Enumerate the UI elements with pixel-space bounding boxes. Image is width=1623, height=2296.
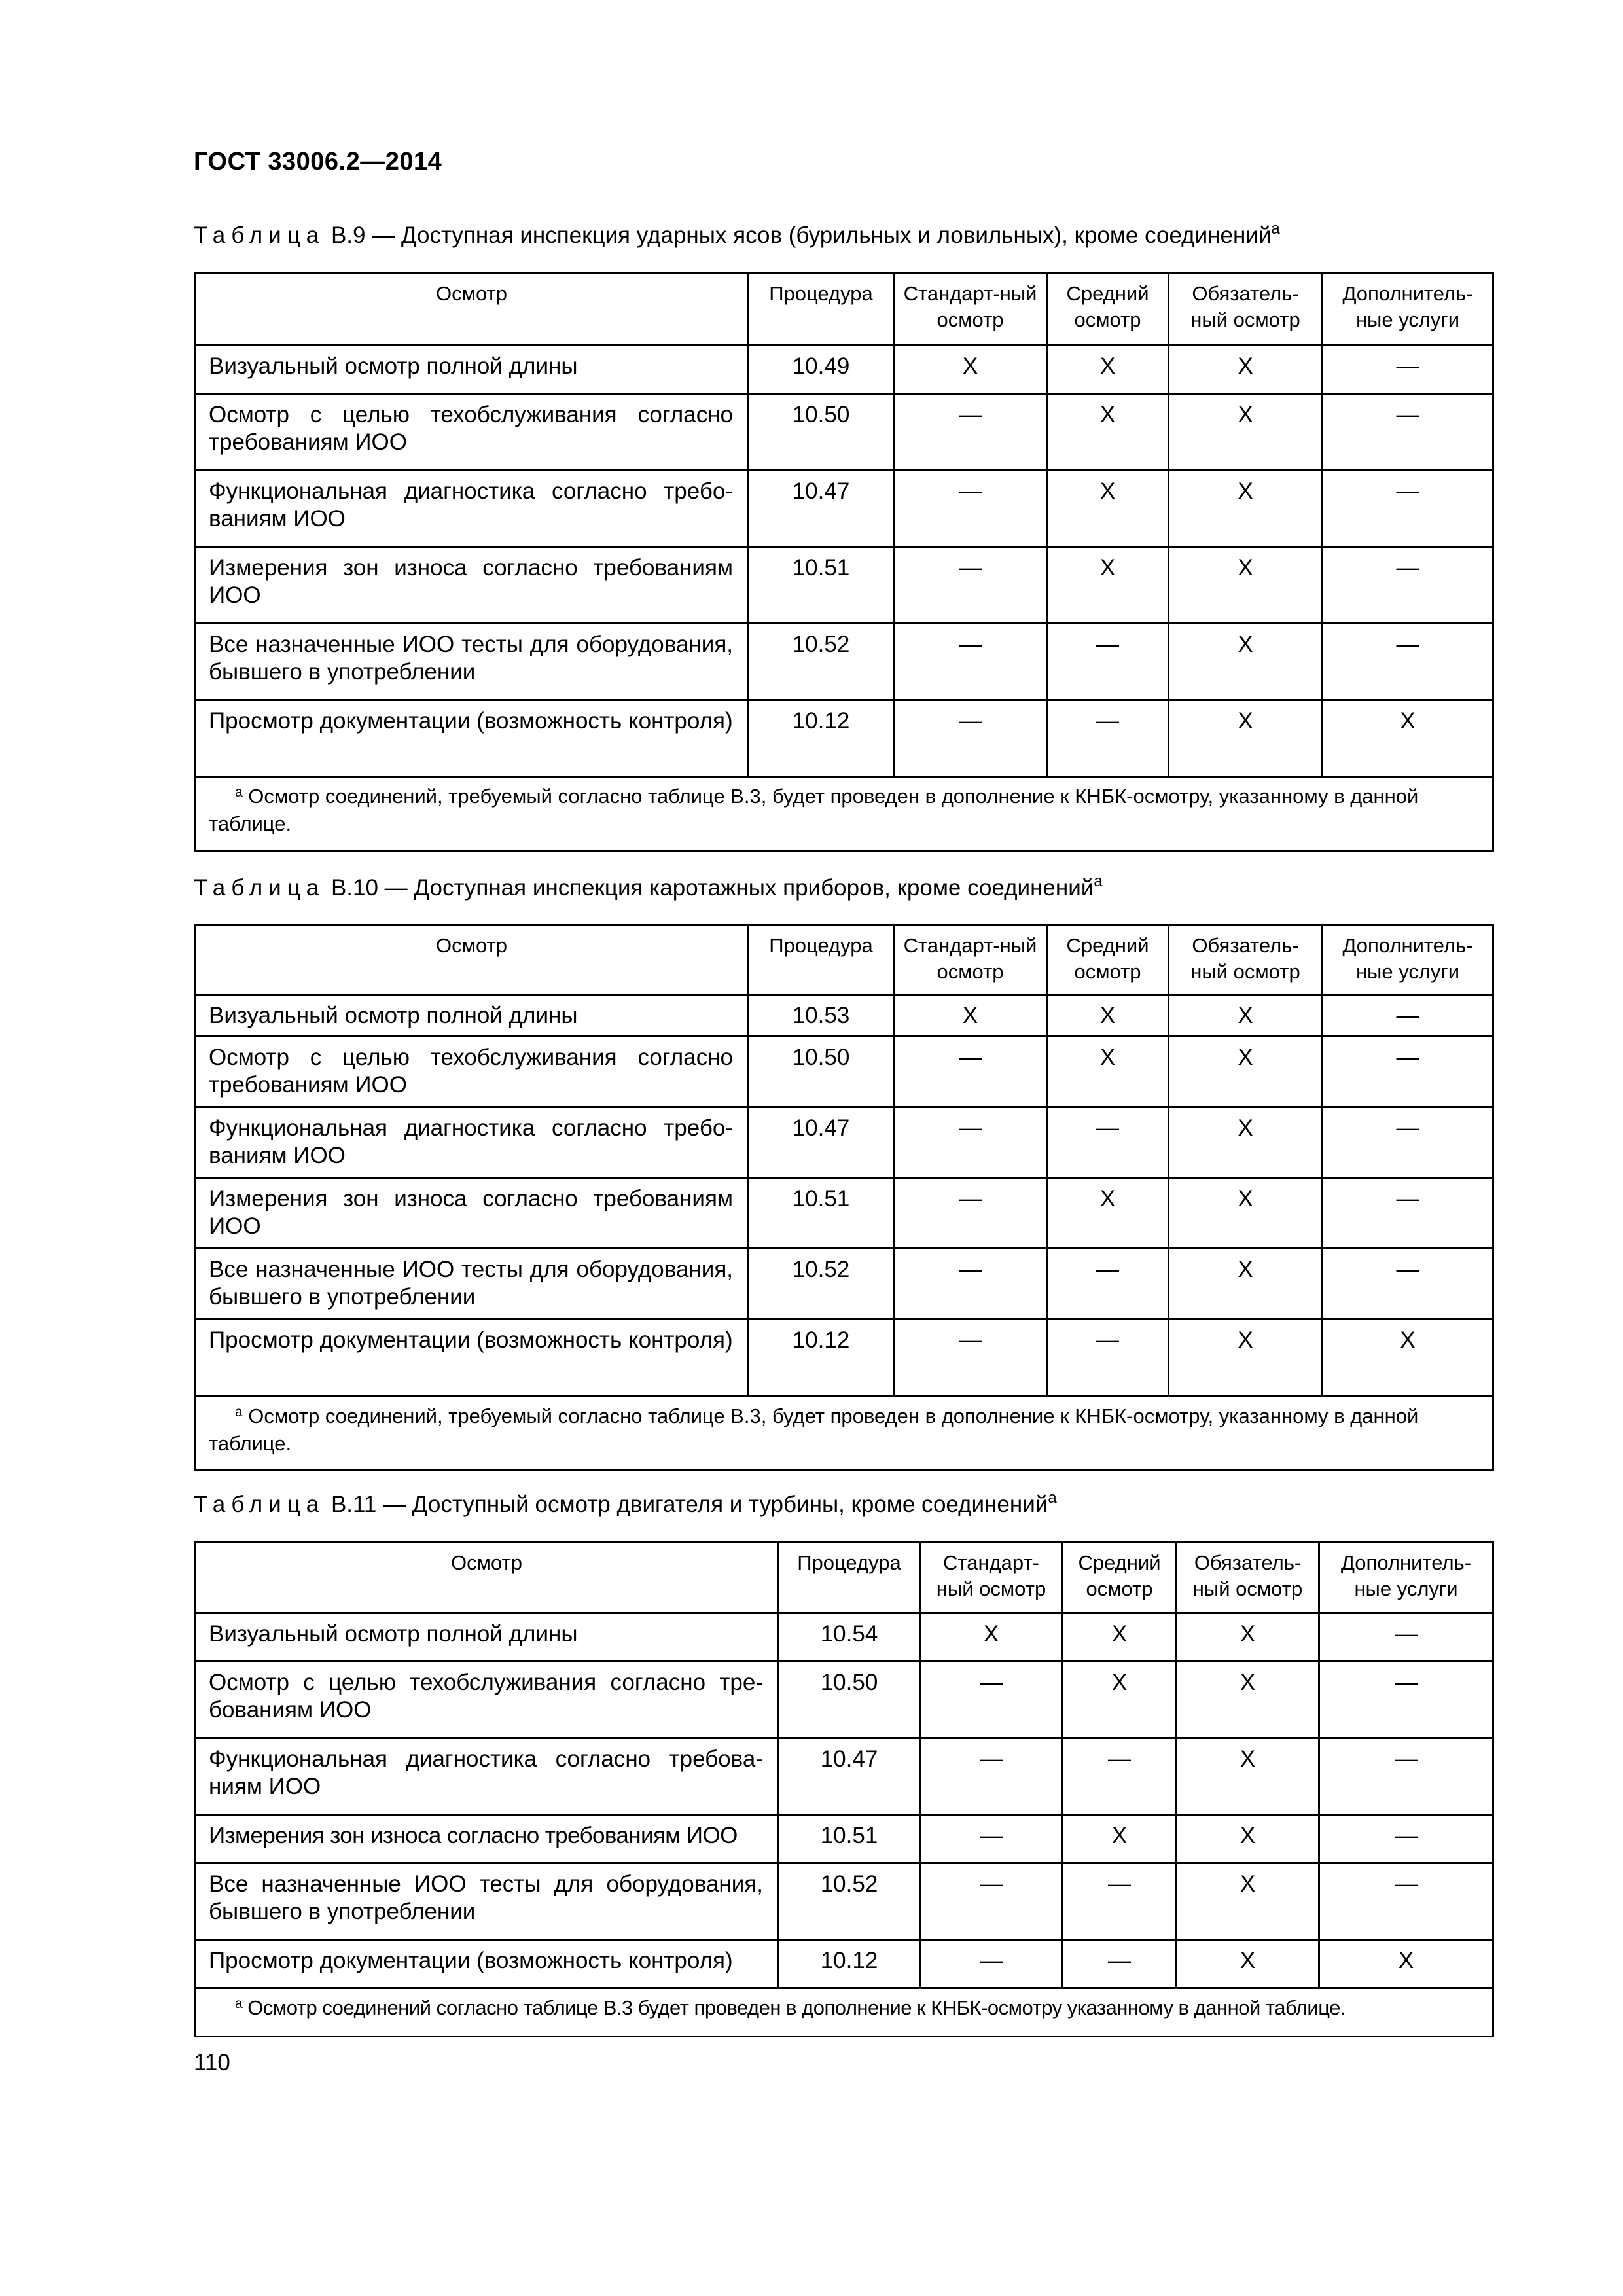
cell-medium: X	[1047, 1178, 1169, 1249]
footnote-row	[195, 1988, 1493, 2037]
page-number: 110	[194, 2050, 230, 2075]
document-header: ГОСТ 33006.2—2014	[194, 148, 442, 175]
footnote-row	[195, 1397, 1493, 1470]
cell-procedure: 10.52	[749, 1249, 894, 1319]
cell-medium: —	[1063, 1863, 1177, 1940]
caption-label: Таблица	[194, 875, 325, 901]
footnote-mark: a	[235, 785, 243, 800]
cell-standard: —	[894, 1249, 1047, 1319]
col-header-procedure: Процедура	[749, 925, 894, 995]
cell-mandatory: X	[1177, 1940, 1319, 1988]
cell-mandatory: X	[1169, 394, 1323, 471]
cell-standard: X	[894, 995, 1047, 1037]
cell-standard: —	[894, 394, 1047, 471]
col-header-standard: Стандарт-ный осмотр	[920, 1543, 1063, 1613]
col-header-inspection: Осмотр	[195, 274, 749, 346]
table-row	[195, 1662, 1493, 1738]
cell-procedure: 10.12	[749, 1319, 894, 1397]
cell-mandatory: X	[1169, 700, 1323, 777]
cell-inspection: Все назначенные ИОО тесты для оборудования, бывшего в употреблении	[195, 1249, 749, 1319]
caption-title: В.10 — Доступная инспекция каротажных приборов, кроме соединений	[325, 875, 1094, 901]
cell-mandatory: X	[1169, 1178, 1323, 1249]
table-row	[195, 1037, 1493, 1107]
cell-additional: —	[1323, 995, 1493, 1037]
col-header-procedure: Процедура	[779, 1543, 920, 1613]
cell-additional: —	[1323, 394, 1493, 471]
table-header-row	[195, 925, 1493, 995]
cell-additional: X	[1319, 1940, 1493, 1988]
cell-medium: —	[1063, 1738, 1177, 1815]
cell-mandatory: X	[1169, 1037, 1323, 1107]
cell-additional: —	[1323, 624, 1493, 700]
cell-mandatory: X	[1169, 624, 1323, 700]
cell-inspection: Измерения зон износа согласно требованиям ИОО	[195, 547, 749, 624]
col-header-standard: Стандарт-ный осмотр	[894, 274, 1047, 346]
table-row	[195, 346, 1493, 394]
cell-additional: —	[1319, 1815, 1493, 1863]
inspection-table-b11	[194, 1541, 1494, 2037]
table-row	[195, 1249, 1493, 1319]
cell-mandatory: X	[1169, 1319, 1323, 1397]
table-row	[195, 1613, 1493, 1662]
inspection-table-b9	[194, 272, 1494, 852]
cell-additional: —	[1319, 1662, 1493, 1738]
col-header-mandatory: Обязатель-ный осмотр	[1169, 274, 1323, 346]
col-header-inspection: Осмотр	[195, 925, 749, 995]
table-footnote	[195, 777, 1493, 852]
table-row	[195, 995, 1493, 1037]
cell-medium: X	[1047, 995, 1169, 1037]
cell-mandatory: X	[1177, 1738, 1319, 1815]
cell-inspection: Просмотр документации (возможность контроля)	[195, 700, 749, 777]
cell-medium: X	[1063, 1613, 1177, 1662]
cell-inspection: Измерения зон износа согласно требованиям ИОО	[195, 1178, 749, 1249]
table-row	[195, 1107, 1493, 1178]
cell-standard: —	[894, 471, 1047, 547]
cell-mandatory: X	[1169, 1107, 1323, 1178]
table-row	[195, 1815, 1493, 1863]
footnote-mark: a	[1048, 1489, 1057, 1507]
footnote-text: Осмотр соединений, требуемый согласно таблице В.3, будет проведен в дополнение к КНБК-осмотру, указанному в данной таблице.	[209, 785, 1419, 835]
cell-additional: X	[1323, 700, 1493, 777]
footnote-mark: a	[1094, 872, 1103, 890]
cell-inspection: Осмотр с целью техобслуживания согласно требованиям ИОО	[195, 394, 749, 471]
cell-standard: —	[920, 1815, 1063, 1863]
cell-additional: —	[1323, 1037, 1493, 1107]
cell-mandatory: X	[1169, 346, 1323, 394]
cell-standard: —	[894, 624, 1047, 700]
table-footnote	[195, 1397, 1493, 1470]
col-header-mandatory: Обязатель-ный осмотр	[1169, 925, 1323, 995]
cell-mandatory: X	[1177, 1815, 1319, 1863]
col-header-additional: Дополнитель-ные услуги	[1319, 1543, 1493, 1613]
cell-procedure: 10.52	[749, 624, 894, 700]
cell-inspection: Визуальный осмотр полной длины	[195, 346, 749, 394]
cell-standard: —	[894, 547, 1047, 624]
cell-medium: —	[1063, 1940, 1177, 1988]
footnote-text: Осмотр соединений согласно таблице В.3 будет проведен в дополнение к КНБК-осмотру указанному в данной таблице.	[242, 1996, 1346, 2019]
cell-procedure: 10.12	[779, 1940, 920, 1988]
cell-inspection: Визуальный осмотр полной длины	[195, 1613, 779, 1662]
cell-mandatory: X	[1169, 1249, 1323, 1319]
cell-procedure: 10.50	[749, 394, 894, 471]
cell-standard: X	[894, 346, 1047, 394]
caption-label: Таблица	[194, 223, 325, 248]
cell-additional: —	[1319, 1738, 1493, 1815]
cell-standard: —	[894, 1037, 1047, 1107]
cell-medium: —	[1047, 624, 1169, 700]
col-header-additional: Дополнитель-ные услуги	[1323, 925, 1493, 995]
cell-medium: X	[1047, 547, 1169, 624]
cell-medium: X	[1047, 394, 1169, 471]
cell-mandatory: X	[1177, 1613, 1319, 1662]
table-row	[195, 394, 1493, 471]
cell-mandatory: X	[1169, 547, 1323, 624]
footnote-row	[195, 777, 1493, 852]
table-row	[195, 1178, 1493, 1249]
col-header-procedure: Процедура	[749, 274, 894, 346]
cell-inspection: Просмотр документации (возможность контроля)	[195, 1319, 749, 1397]
col-header-mandatory: Обязатель-ный осмотр	[1177, 1543, 1319, 1613]
cell-standard: —	[920, 1662, 1063, 1738]
cell-procedure: 10.47	[779, 1738, 920, 1815]
cell-additional: —	[1323, 471, 1493, 547]
table-caption-b11	[194, 1489, 1057, 1518]
cell-standard: —	[894, 700, 1047, 777]
cell-medium: —	[1047, 700, 1169, 777]
cell-inspection: Измерения зон износа согласно требованиям ИОО	[195, 1815, 779, 1863]
cell-additional: —	[1323, 1178, 1493, 1249]
inspection-table-b10	[194, 924, 1494, 1471]
col-header-additional: Дополнитель-ные услуги	[1323, 274, 1493, 346]
cell-procedure: 10.49	[749, 346, 894, 394]
table-row	[195, 1738, 1493, 1815]
table-row	[195, 624, 1493, 700]
table-footnote	[195, 1988, 1493, 2037]
cell-additional: X	[1323, 1319, 1493, 1397]
table-row	[195, 471, 1493, 547]
cell-procedure: 10.51	[749, 547, 894, 624]
cell-standard: —	[894, 1178, 1047, 1249]
table-caption-b10	[194, 872, 1103, 901]
cell-procedure: 10.50	[749, 1037, 894, 1107]
cell-medium: X	[1047, 471, 1169, 547]
cell-medium: X	[1063, 1815, 1177, 1863]
cell-procedure: 10.50	[779, 1662, 920, 1738]
cell-inspection: Осмотр с целью техобслуживания согласно требованиям ИОО	[195, 1037, 749, 1107]
table-row	[195, 547, 1493, 624]
cell-inspection: Все назначенные ИОО тесты для оборудования, бывшего в употреблении	[195, 624, 749, 700]
table-header-row	[195, 1543, 1493, 1613]
cell-standard: —	[894, 1107, 1047, 1178]
cell-additional: —	[1319, 1613, 1493, 1662]
table-row	[195, 700, 1493, 777]
col-header-medium: Средний осмотр	[1047, 274, 1169, 346]
col-header-medium: Средний осмотр	[1063, 1543, 1177, 1613]
cell-mandatory: X	[1177, 1662, 1319, 1738]
cell-additional: —	[1323, 1249, 1493, 1319]
cell-standard: —	[920, 1738, 1063, 1815]
cell-additional: —	[1323, 346, 1493, 394]
cell-standard: —	[894, 1319, 1047, 1397]
cell-medium: —	[1047, 1319, 1169, 1397]
cell-inspection: Функциональная диагностика согласно требованиям ИОО	[195, 471, 749, 547]
cell-procedure: 10.51	[749, 1178, 894, 1249]
footnote-mark: a	[1271, 220, 1280, 238]
cell-additional: —	[1319, 1863, 1493, 1940]
cell-procedure: 10.47	[749, 1107, 894, 1178]
cell-mandatory: X	[1169, 471, 1323, 547]
col-header-medium: Средний осмотр	[1047, 925, 1169, 995]
cell-inspection: Визуальный осмотр полной длины	[195, 995, 749, 1037]
cell-standard: —	[920, 1940, 1063, 1988]
cell-procedure: 10.52	[779, 1863, 920, 1940]
cell-mandatory: X	[1169, 995, 1323, 1037]
cell-standard: X	[920, 1613, 1063, 1662]
cell-medium: X	[1047, 346, 1169, 394]
cell-standard: —	[920, 1863, 1063, 1940]
footnote-text: Осмотр соединений, требуемый согласно таблице В.3, будет проведен в дополнение к КНБК-осмотру, указанному в данной таблице.	[209, 1405, 1419, 1455]
cell-inspection: Функциональная диагностика согласно требованиям ИОО	[195, 1107, 749, 1178]
caption-title: В.11 — Доступный осмотр двигателя и турбины, кроме соединений	[325, 1492, 1048, 1517]
cell-inspection: Просмотр документации (возможность контроля)	[195, 1940, 779, 1988]
cell-procedure: 10.54	[779, 1613, 920, 1662]
cell-procedure: 10.12	[749, 700, 894, 777]
footnote-mark: a	[235, 1996, 243, 2011]
caption-title: В.9 — Доступная инспекция ударных ясов (бурильных и ловильных), кроме соединений	[325, 223, 1272, 248]
col-header-standard: Стандарт-ный осмотр	[894, 925, 1047, 995]
table-header-row	[195, 274, 1493, 346]
cell-mandatory: X	[1177, 1863, 1319, 1940]
caption-label: Таблица	[194, 1492, 325, 1517]
cell-medium: —	[1047, 1249, 1169, 1319]
table-row	[195, 1863, 1493, 1940]
cell-procedure: 10.47	[749, 471, 894, 547]
cell-additional: —	[1323, 547, 1493, 624]
cell-inspection: Все назначенные ИОО тесты для оборудования, бывшего в употреблении	[195, 1863, 779, 1940]
cell-additional: —	[1323, 1107, 1493, 1178]
table-row	[195, 1319, 1493, 1397]
table-row	[195, 1940, 1493, 1988]
cell-medium: X	[1063, 1662, 1177, 1738]
cell-procedure: 10.53	[749, 995, 894, 1037]
cell-medium: X	[1047, 1037, 1169, 1107]
cell-inspection: Осмотр с целью техобслуживания согласно требованиям ИОО	[195, 1662, 779, 1738]
col-header-inspection: Осмотр	[195, 1543, 779, 1613]
cell-inspection: Функциональная диагностика согласно требованиям ИОО	[195, 1738, 779, 1815]
cell-medium: —	[1047, 1107, 1169, 1178]
footnote-mark: a	[235, 1405, 243, 1420]
table-caption-b9	[194, 220, 1280, 249]
cell-procedure: 10.51	[779, 1815, 920, 1863]
